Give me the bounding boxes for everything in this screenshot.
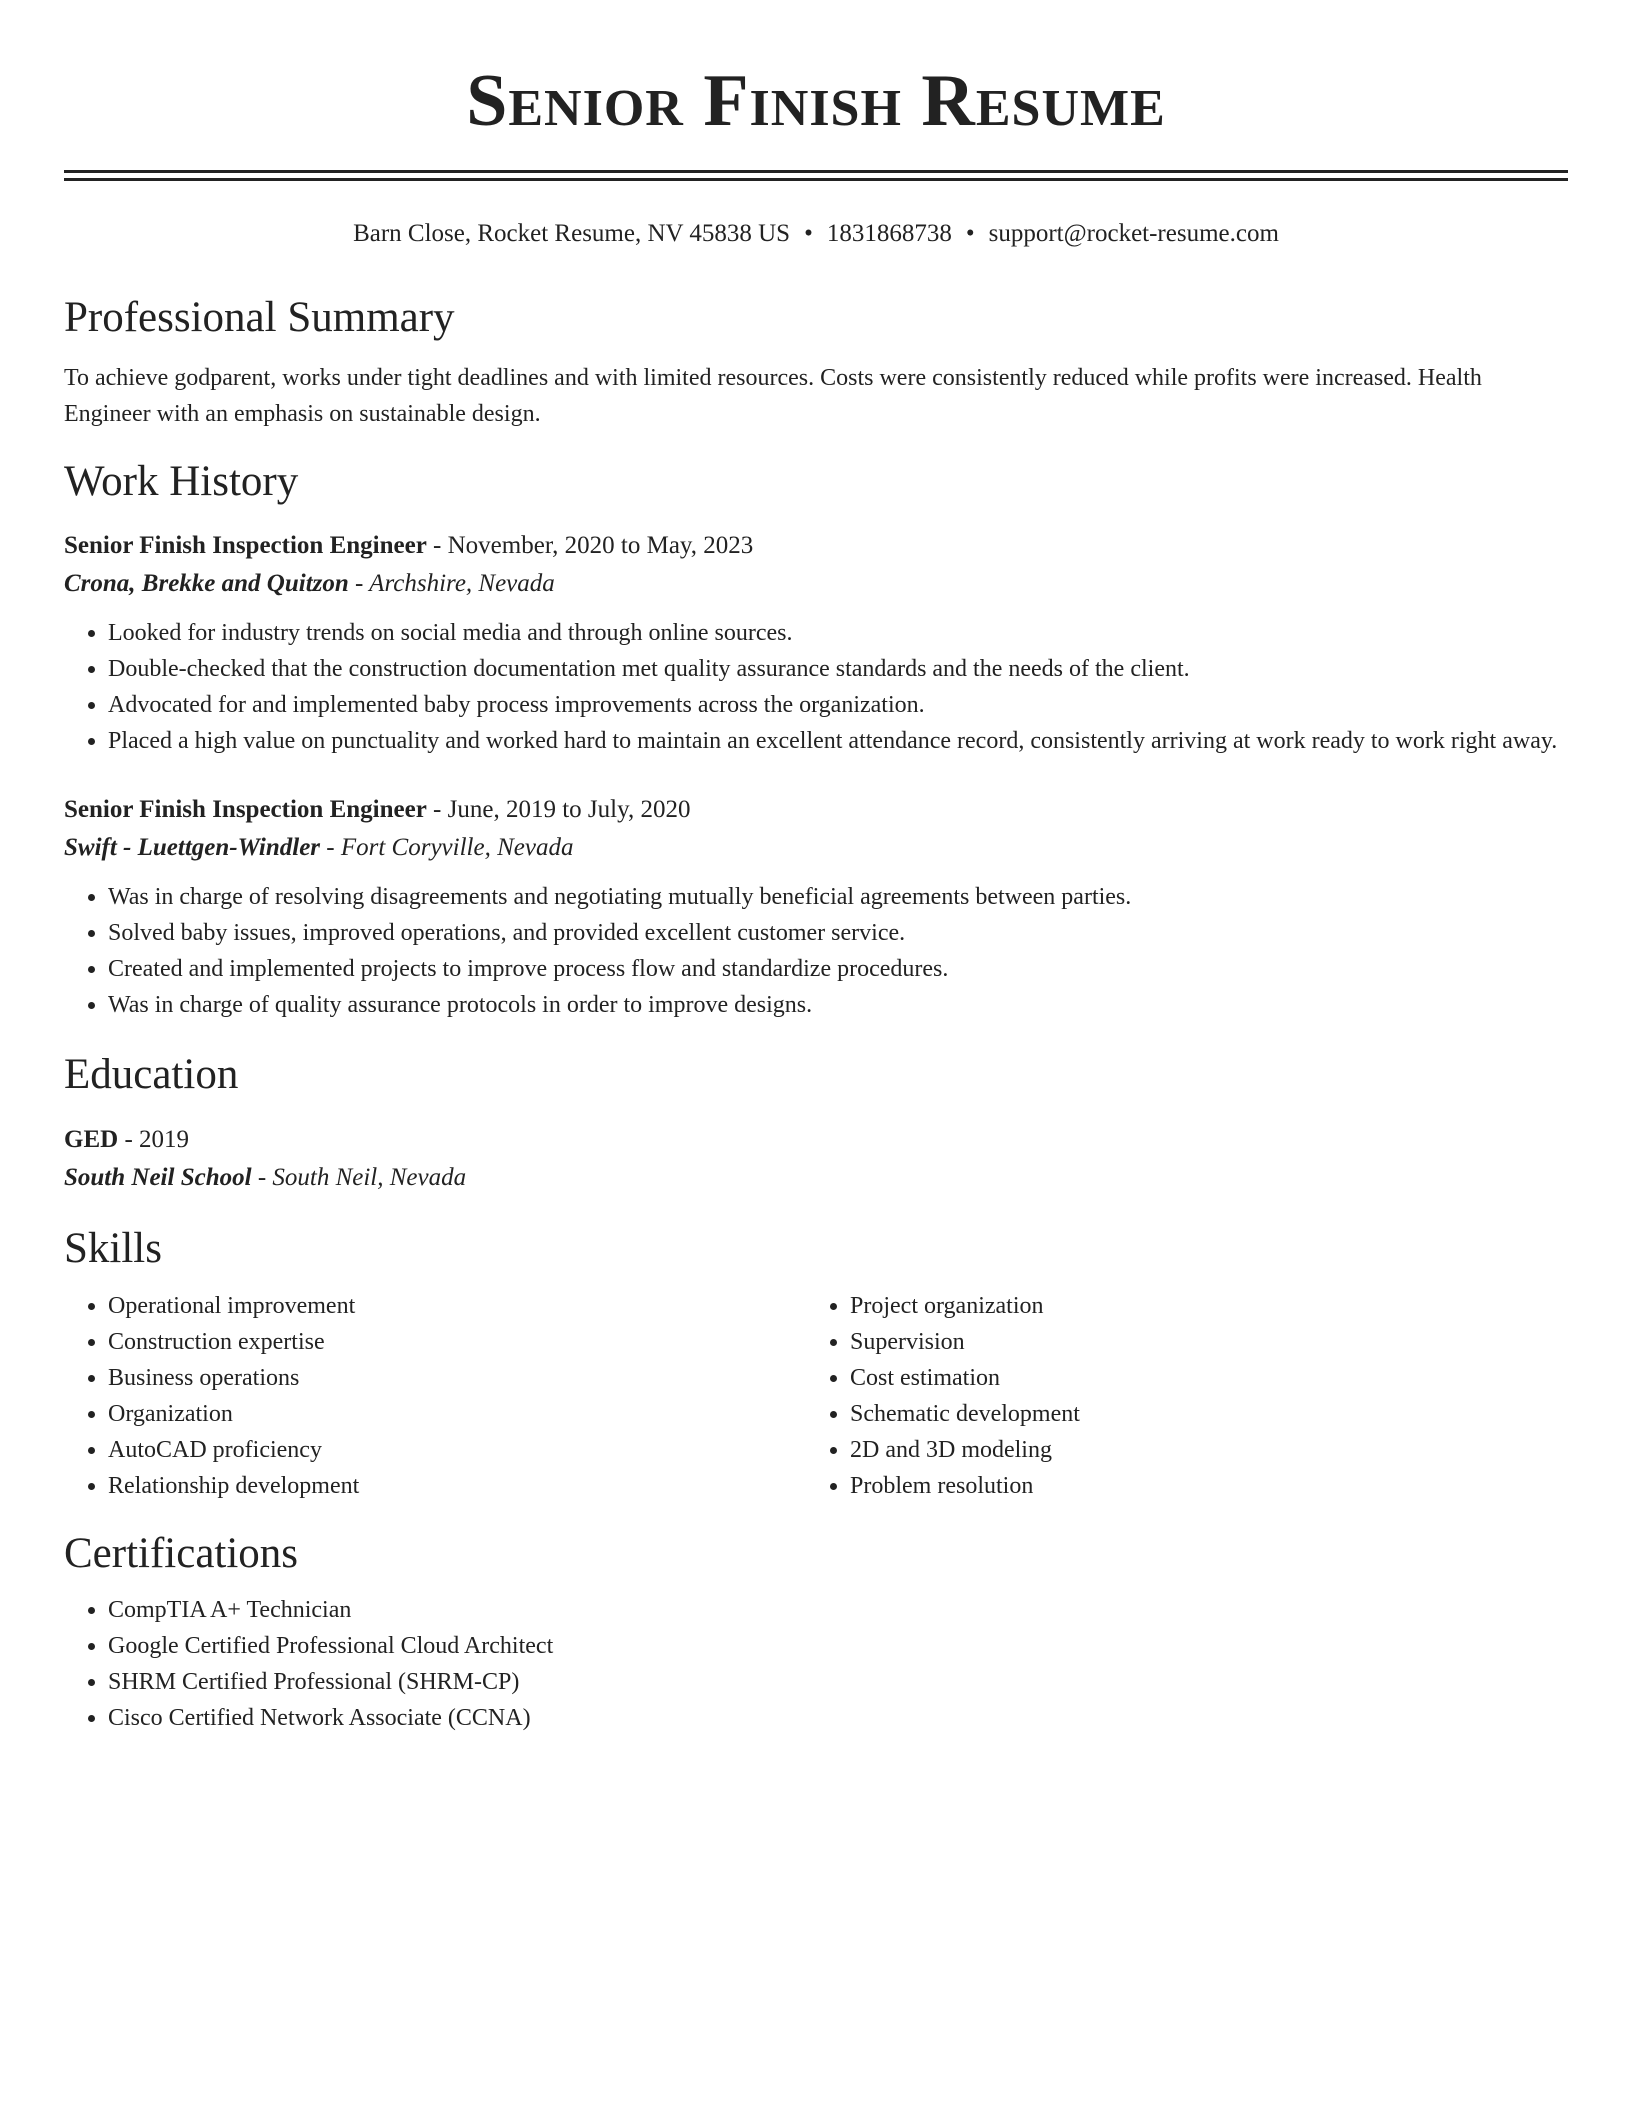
skills-column-right bbox=[806, 1288, 1548, 1504]
job-bullet: • Solved baby issues, improved operations, and provided excellent customer service. bbox=[108, 915, 1568, 951]
contact-line bbox=[64, 218, 1568, 250]
job-company: Crona, Brekke and Quitzon bbox=[64, 570, 349, 598]
skills-grid bbox=[64, 1288, 1568, 1504]
work-history-heading: Work History bbox=[64, 457, 299, 505]
job-dash: - bbox=[426, 532, 448, 560]
skill-item: • Organization bbox=[108, 1396, 806, 1432]
job-title-line bbox=[64, 527, 1568, 565]
skill-item: • Construction expertise bbox=[108, 1324, 806, 1360]
job-bullet: • Looked for industry trends on social media and through online sources. bbox=[108, 615, 1568, 651]
job-bullets bbox=[64, 879, 1568, 1023]
job-bullet: • Created and implemented projects to improve process flow and standardize procedures. bbox=[108, 951, 1568, 987]
job-bullet: • Double-checked that the construction documentation met quality assurance standards and the needs of the client. bbox=[108, 651, 1568, 687]
job-company-line bbox=[64, 829, 1568, 867]
contact-separator: • bbox=[965, 220, 975, 247]
job-dash: - bbox=[348, 570, 370, 598]
certifications-list bbox=[64, 1592, 1568, 1736]
education-degree: GED bbox=[64, 1125, 119, 1153]
certification-item: • Cisco Certified Network Associate (CCNA) bbox=[108, 1700, 1568, 1736]
job-bullet: • Placed a high value on punctuality and worked hard to maintain an excellent attendance record, consistently arriving at work ready to work right away. bbox=[108, 723, 1568, 759]
skill-item: • Business operations bbox=[108, 1360, 806, 1396]
job-bullet: • Was in charge of resolving disagreements and negotiating mutually beneficial agreements between parties. bbox=[108, 879, 1568, 915]
title-double-rule bbox=[64, 170, 1568, 181]
skills-heading: Skills bbox=[64, 1224, 162, 1272]
job-bullet: • Was in charge of quality assurance protocols in order to improve designs. bbox=[108, 987, 1568, 1023]
resume-title: Senior Finish Resume bbox=[466, 60, 1166, 142]
education-heading: Education bbox=[64, 1051, 239, 1099]
skill-item: • Supervision bbox=[850, 1324, 1548, 1360]
education-location: South Neil, Nevada bbox=[272, 1163, 467, 1191]
skill-item: • Relationship development bbox=[108, 1468, 806, 1504]
summary-heading: Professional Summary bbox=[64, 294, 455, 341]
job-bullets bbox=[64, 615, 1568, 759]
education-degree-line bbox=[64, 1121, 1568, 1159]
job-dash: - bbox=[426, 796, 448, 824]
skill-item: • AutoCAD proficiency bbox=[108, 1432, 806, 1468]
job-dates: November, 2020 to May, 2023 bbox=[447, 532, 754, 560]
job-location: Fort Coryville, Nevada bbox=[340, 834, 574, 862]
education-school-line bbox=[64, 1159, 1568, 1197]
skills-column-left bbox=[64, 1288, 806, 1504]
education-year: 2019 bbox=[139, 1125, 190, 1153]
job-dates: June, 2019 to July, 2020 bbox=[447, 796, 691, 824]
contact-email: support@rocket-resume.com bbox=[988, 220, 1279, 247]
certification-item: • CompTIA A+ Technician bbox=[108, 1592, 1568, 1628]
job-dash: - bbox=[320, 834, 341, 862]
skill-item: • Project organization bbox=[850, 1288, 1548, 1324]
skill-item: • Problem resolution bbox=[850, 1468, 1548, 1504]
education-dash: - bbox=[251, 1163, 273, 1191]
job-location: Archshire, Nevada bbox=[369, 570, 555, 598]
job-title: Senior Finish Inspection Engineer bbox=[64, 532, 427, 560]
skill-item: • Schematic development bbox=[850, 1396, 1548, 1432]
education-school: South Neil School bbox=[64, 1163, 252, 1191]
job-entry bbox=[64, 527, 1568, 759]
certification-item: • Google Certified Professional Cloud Architect bbox=[108, 1628, 1568, 1664]
contact-separator: • bbox=[804, 220, 813, 247]
certification-item: • SHRM Certified Professional (SHRM-CP) bbox=[108, 1664, 1568, 1700]
education-dash: - bbox=[118, 1125, 140, 1153]
job-entry bbox=[64, 791, 1568, 1023]
summary-text: To achieve godparent, works under tight deadlines and with limited resources. Costs were consistently reduced while profits were increased. Health Engineer with an emphasis on sustainable design. bbox=[64, 364, 1482, 427]
job-bullet: • Advocated for and implemented baby process improvements across the organization. bbox=[108, 687, 1568, 723]
contact-phone: 1831868738 bbox=[826, 220, 952, 247]
job-title: Senior Finish Inspection Engineer bbox=[64, 796, 427, 824]
skill-item: • Cost estimation bbox=[850, 1360, 1548, 1396]
contact-address: Barn Close, Rocket Resume, NV 45838 US bbox=[353, 220, 791, 247]
job-company-line bbox=[64, 565, 1568, 603]
certifications-heading: Certifications bbox=[64, 1530, 299, 1578]
skill-item: • Operational improvement bbox=[108, 1288, 806, 1324]
skill-item: • 2D and 3D modeling bbox=[850, 1432, 1548, 1468]
job-title-line bbox=[64, 791, 1568, 829]
job-company: Swift - Luettgen-Windler bbox=[64, 834, 321, 862]
